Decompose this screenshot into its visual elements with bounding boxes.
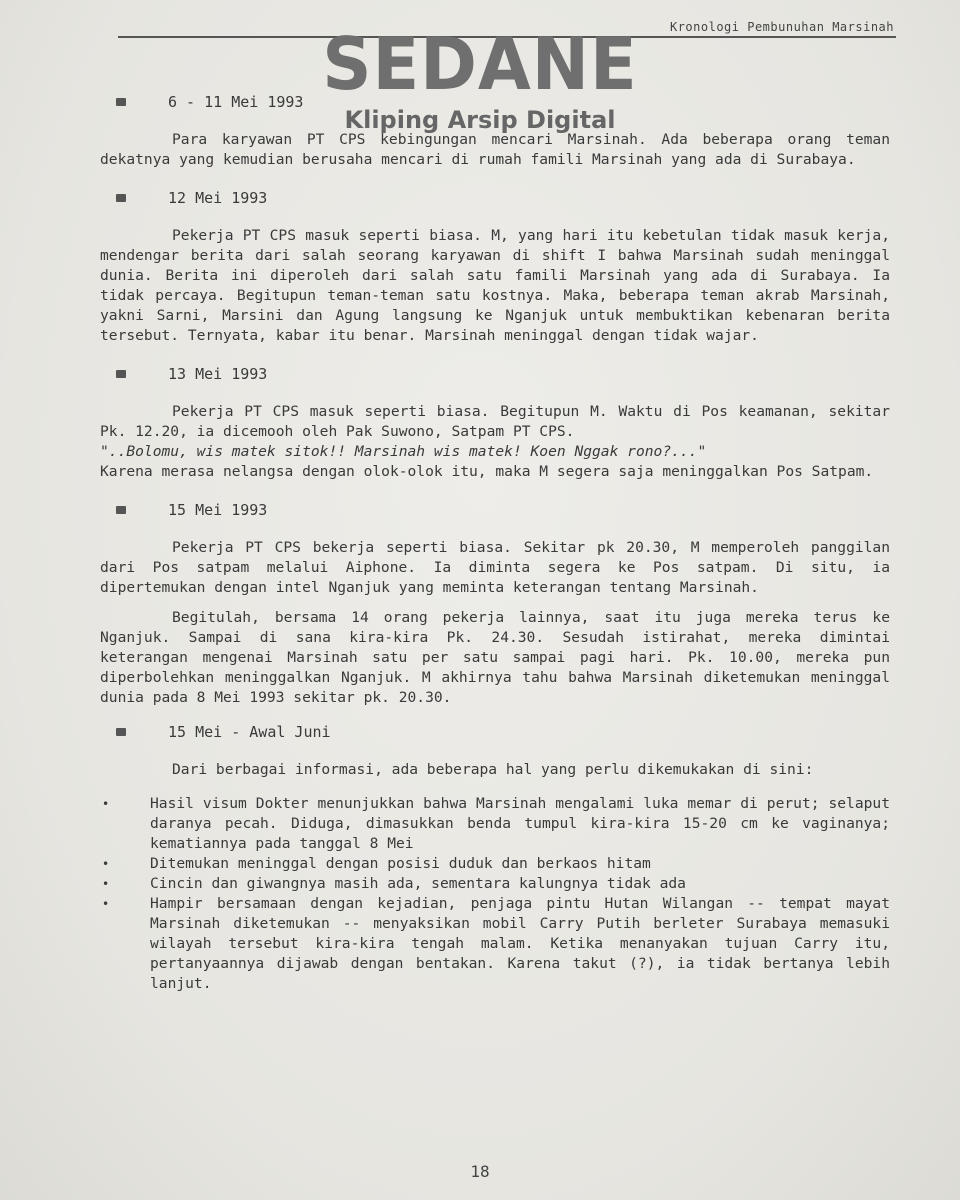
list-item bbox=[100, 854, 890, 874]
list-item bbox=[100, 794, 890, 854]
entry-date: 12 Mei 1993 bbox=[168, 189, 268, 207]
bullet-dot-icon: • bbox=[102, 857, 110, 871]
entry bbox=[100, 722, 890, 994]
entry-paragraph: Pekerja PT CPS masuk seperti biasa. Begitupun M. Waktu di Pos keamanan, sekitar Pk. 12.20, ia dicemooh oleh Pak Suwono, Satpam PT CPS. bbox=[100, 403, 890, 440]
section-bullet-icon bbox=[116, 728, 126, 736]
entry bbox=[100, 92, 890, 170]
entry-paragraph: Begitulah, bersama 14 orang pekerja lainnya, saat itu juga mereka terus ke Nganjuk. Sampai di sana kira-kira Pk. 24.30. Sesudah istirahat, mereka dimintai keterangan mengenai Marsinah satu per satu sampai pagi hari. Pk. 10.00, mereka pun diperbolehkan meninggalkan Nganjuk. M akhirnya tahu bahwa Marsinah diketemukan meninggal dunia pada 8 Mei 1993 sekitar pk. 20.30. bbox=[100, 609, 890, 706]
entry bbox=[100, 500, 890, 708]
list-item-text: Hampir bersamaan dengan kejadian, penjaga pintu Hutan Wilangan -- tempat mayat Marsinah diketemukan -- menyaksikan mobil Carry Putih berleter Surabaya memasuki wilayah tersebut kira-kira tengah malam. Ketika menanyakan tujuan Carry itu, pertanyaannya dijawab dengan bentakan. Karena takut (?), ia tidak bertanya lebih lanjut. bbox=[150, 895, 890, 992]
document-body bbox=[100, 92, 890, 994]
section-bullet-icon bbox=[116, 370, 126, 378]
brand-subtitle: Kliping Arsip Digital bbox=[344, 106, 616, 134]
list-item bbox=[100, 894, 890, 994]
entry-date-row bbox=[116, 722, 890, 742]
section-bullet-icon bbox=[116, 506, 126, 514]
list-item-text: Ditemukan meninggal dengan posisi duduk dan berkaos hitam bbox=[150, 855, 651, 872]
entry-paragraph: Karena merasa nelangsa dengan olok-olok itu, maka M segera saja meninggalkan Pos Satpam. bbox=[100, 463, 874, 480]
entry-paragraph: Dari berbagai informasi, ada beberapa hal yang perlu dikemukakan di sini: bbox=[172, 761, 814, 778]
entry-date: 6 - 11 Mei 1993 bbox=[168, 93, 304, 111]
entry bbox=[100, 364, 890, 482]
entry-date: 15 Mei 1993 bbox=[168, 501, 268, 519]
brand-name: SEDANE bbox=[322, 22, 638, 106]
entry-date-row bbox=[116, 188, 890, 208]
entry bbox=[100, 188, 890, 346]
bullet-dot-icon: • bbox=[102, 897, 110, 911]
entry-date: 13 Mei 1993 bbox=[168, 365, 268, 383]
bullet-dot-icon: • bbox=[102, 797, 110, 811]
findings-list bbox=[100, 794, 890, 994]
list-item bbox=[100, 874, 890, 894]
section-bullet-icon bbox=[116, 194, 126, 202]
entry-paragraph: Para karyawan PT CPS kebingungan mencari Marsinah. Ada beberapa orang teman dekatnya yang kemudian berusaha mencari di rumah famili Marsinah yang ada di Surabaya. bbox=[100, 131, 890, 168]
bullet-dot-icon: • bbox=[102, 877, 110, 891]
entry-date: 15 Mei - Awal Juni bbox=[168, 723, 331, 741]
entry-date-row bbox=[116, 92, 890, 112]
entry-date-row bbox=[116, 500, 890, 520]
list-item-text: Cincin dan giwangnya masih ada, sementara kalungnya tidak ada bbox=[150, 875, 686, 892]
running-head: Kronologi Pembunuhan Marsinah bbox=[669, 20, 894, 34]
list-item-text: Hasil visum Dokter menunjukkan bahwa Marsinah mengalami luka memar di perut; selaput daranya pecah. Diduga, dimasukkan benda tumpul kira-kira 15-20 cm ke vaginanya; kematiannya pada tanggal 8 Mei bbox=[150, 795, 890, 852]
entry-paragraph: Pekerja PT CPS masuk seperti biasa. M, yang hari itu kebetulan tidak masuk kerja, mendengar berita dari salah seorang karyawan di shift I bahwa Marsinah sudah meninggal dunia. Berita ini diperoleh dari salah satu famili Marsinah yang ada di Surabaya. Ia tidak percaya. Begitupun teman-teman satu kostnya. Maka, beberapa teman akrab Marsinah, yakni Sarni, Marsini dan Agung langsung ke Nganjuk untuk membuktikan kebenaran berita tersebut. Ternyata, kabar itu benar. Marsinah meninggal dengan tidak wajar. bbox=[100, 227, 890, 344]
entry-quote: "..Bolomu, wis matek sitok!! Marsinah wis matek! Koen Nggak rono?..." bbox=[100, 443, 707, 460]
section-bullet-icon bbox=[116, 98, 126, 106]
entry-date-row bbox=[116, 364, 890, 384]
entry-paragraph: Pekerja PT CPS bekerja seperti biasa. Sekitar pk 20.30, M memperoleh panggilan dari Pos satpam melalui Aiphone. Ia diminta segera ke Pos satpam. Di situ, ia dipertemukan dengan intel Nganjuk yang meminta keterangan tentang Marsinah. bbox=[100, 539, 890, 596]
page-number: 18 bbox=[470, 1162, 490, 1181]
